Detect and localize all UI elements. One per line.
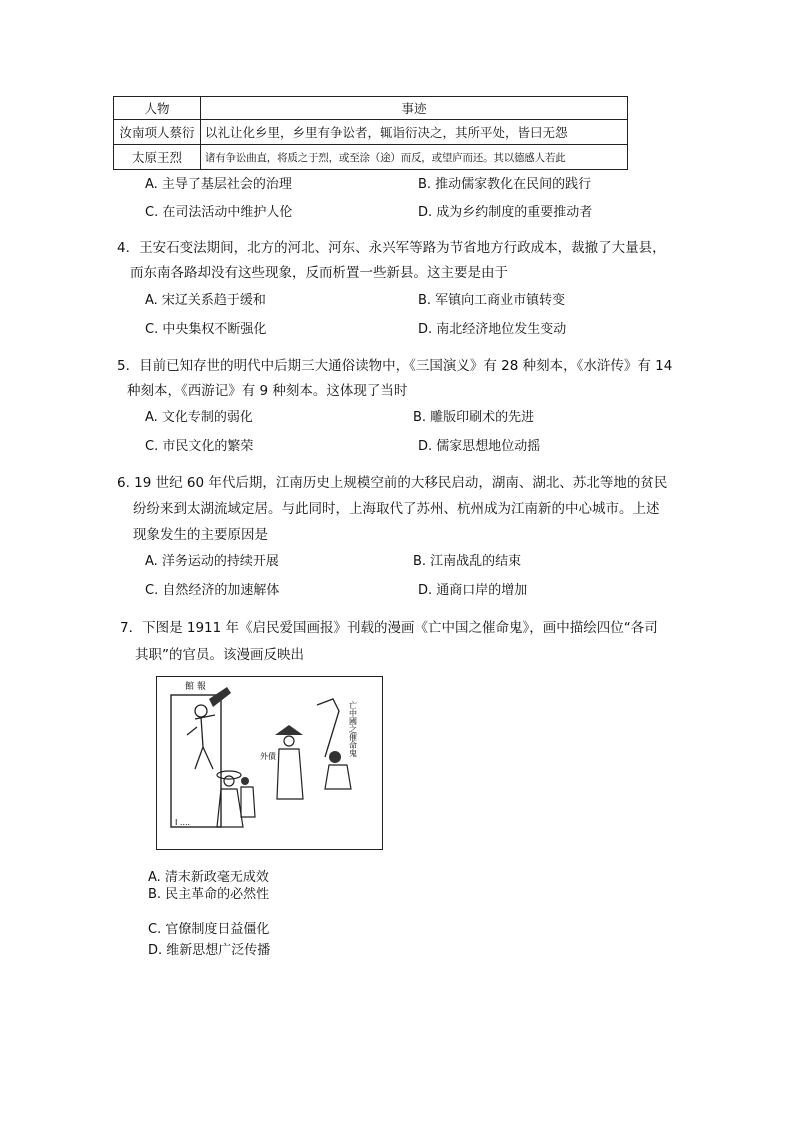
q4-option-c[interactable]: C. 中央集权不断强化 [145, 322, 267, 337]
official-head [224, 776, 234, 786]
q6-option-d[interactable]: D. 通商口岸的增加 [418, 583, 528, 598]
q4-stem-line1: 4．王安石变法期间，北方的河北、河东、永兴军等路为节省地方行政成本，裁撤了大量县， [117, 240, 666, 256]
q7-option-d[interactable]: D. 维新思想广泛传播 [148, 943, 271, 958]
row-deeds: 以礼让化乡里，乡里有争讼者，辄诣衍决之，其所平处，皆曰无怨 [201, 120, 628, 145]
deeds-table [113, 96, 628, 170]
q6-stem-line2: 纷纷来到太湖流域定居。与此同时，上海取代了苏州、杭州成为江南新的中心城市。上述 [133, 501, 660, 517]
center-head [284, 736, 294, 746]
figure-head [195, 705, 207, 717]
row-person: 汝南项人蔡衍 [114, 120, 201, 145]
cartoon-label-bottom: I .... [175, 818, 191, 827]
q6-option-a[interactable]: A. 洋务运动的持续开展 [145, 554, 279, 569]
hammer-shape [209, 687, 231, 707]
right-head [329, 751, 341, 763]
row-deeds: 诸有争讼曲直，将质之于烈，或至涂（途）而反，或望庐而还。其以德感人若此 [201, 145, 628, 170]
q5-option-c[interactable]: C. 市民文化的繁荣 [145, 439, 254, 454]
table-row [114, 145, 628, 170]
q4-option-a[interactable]: A. 宋辽关系趋于缓和 [145, 293, 266, 308]
q5-option-a[interactable]: A. 文化专制的弱化 [145, 410, 253, 425]
second-head [241, 777, 249, 785]
figure-body [187, 715, 215, 769]
q7-option-a[interactable]: A. 清末新政毫无成效 [148, 870, 269, 885]
q5-option-b[interactable]: B. 雕版印刷术的先进 [413, 410, 535, 425]
q5-option-d[interactable]: D. 儒家思想地位动摇 [418, 439, 541, 454]
cartoon-drawing [157, 677, 382, 849]
q5-stem-line1: 5．目前已知存世的明代中后期三大通俗读物中，《三国演义》有 28 种刻本，《水浒传》有 14 [117, 358, 673, 374]
table-header-row [114, 97, 628, 120]
q6-stem-line1: 6. 19 世纪 60 年代后期，江南历史上规模空前的大移民启动，湖南、湖北、苏北等地的贫民 [117, 475, 668, 491]
cartoon-label-top: 館 報 [185, 682, 206, 692]
center-robe [277, 749, 303, 799]
q4-stem-line2: 而东南各路却没有这些现象，反而析置一些新县。这主要是由于 [130, 265, 508, 281]
header-deeds: 事迹 [201, 97, 628, 120]
cartoon-label-vertical: 亡中國之催命鬼 [348, 701, 358, 757]
right-robe [325, 765, 351, 789]
cartoon-label-mid: 外債 [260, 752, 276, 761]
q7-option-c[interactable]: C. 官僚制度日益僵化 [148, 922, 270, 937]
cartoon-image [156, 676, 383, 850]
q6-option-c[interactable]: C. 自然经济的加速解体 [145, 583, 280, 598]
q6-option-b[interactable]: B. 江南战乱的结束 [413, 554, 522, 569]
q4-option-b[interactable]: B. 军镇向工商业市镇转变 [418, 293, 566, 308]
q3-option-b[interactable]: B. 推动儒家教化在民间的践行 [418, 177, 592, 192]
q7-stem-line1: 7．下图是 1911 年《启民爱国画报》刊载的漫画《亡中国之催命鬼》，画中描绘四位“各司 [120, 620, 658, 636]
q4-option-d[interactable]: D. 南北经济地位发生变动 [418, 322, 567, 337]
q7-stem-line2: 其职”的官员。该漫画反映出 [135, 647, 304, 663]
q3-option-c[interactable]: C. 在司法活动中维护人伦 [145, 205, 293, 220]
q3-option-d[interactable]: D. 成为乡约制度的重要推动者 [418, 205, 593, 220]
row-person: 太原王烈 [114, 145, 201, 170]
table-row [114, 120, 628, 145]
q7-option-b[interactable]: B. 民主革命的必然性 [148, 887, 270, 902]
banner-pole [317, 699, 339, 757]
header-person: 人物 [114, 97, 201, 120]
q3-option-a[interactable]: A. 主导了基层社会的治理 [145, 177, 292, 192]
q6-stem-line3: 现象发生的主要原因是 [133, 527, 268, 543]
q5-stem-line2: 种刻本，《西游记》有 9 种刻本。这体现了当时 [127, 383, 408, 399]
second-robe [241, 787, 255, 817]
center-hat [275, 725, 303, 735]
